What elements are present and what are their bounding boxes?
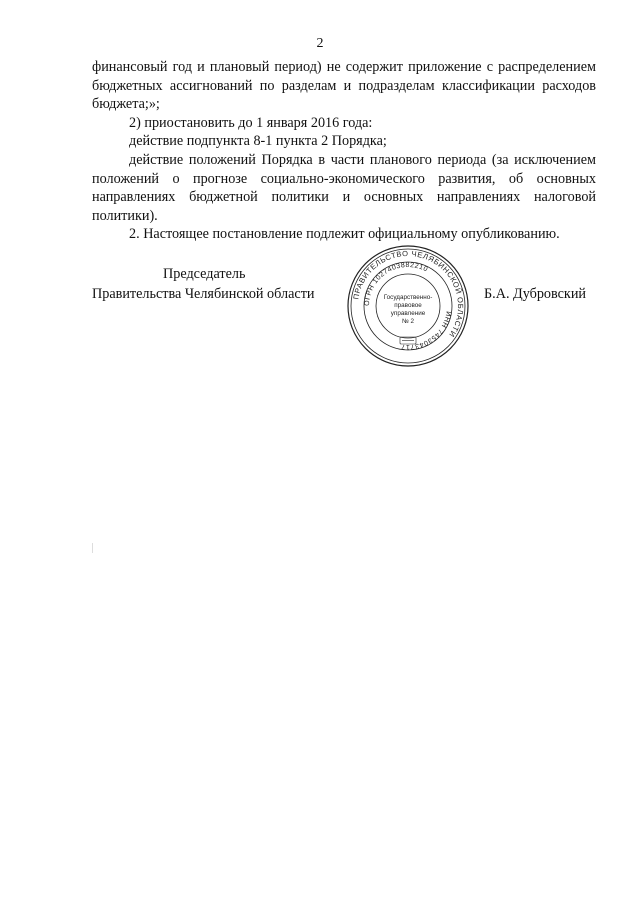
signatory-position-line2: Правительства Челябинской области <box>92 286 315 302</box>
seal-center-line3: управление <box>390 310 426 317</box>
seal-center-line1: Государственно- <box>383 294 433 301</box>
paragraph-publication: 2. Настоящее постановление подлежит официальному опубликованию. <box>129 226 560 243</box>
seal-ogrn: ОГРН 1027403882210 <box>363 261 429 307</box>
signatory-position-line1: Председатель <box>163 266 246 282</box>
paragraph-continuation: финансовый год и плановый период) не содержит приложение с распределением бюджетных ассигнований по разделам и подразделам классификации расходов бюджета;»; <box>92 59 596 113</box>
official-seal-stamp <box>345 244 471 368</box>
paragraph-subitem-1: действие подпункта 8-1 пункта 2 Порядка; <box>129 133 387 150</box>
seal-center-line2: правовое <box>394 302 422 309</box>
paragraph-item-2: 2) приостановить до 1 января 2016 года: <box>129 114 373 131</box>
document-body <box>92 58 596 244</box>
signatory-name: Б.А. Дубровский <box>484 286 587 302</box>
paragraph-subitem-2: действие положений Порядка в части планового периода (за исключением положений о прогнозе социально-экономического развития, об основных направлениях бюджетной политики и основных направлениях налоговой политики). <box>92 151 596 224</box>
scan-artifact <box>92 543 93 553</box>
page-number: 2 <box>316 36 324 51</box>
seal-outer-text: ПРАВИТЕЛЬСТВО ЧЕЛЯБИНСКОЙ ОБЛАСТИ <box>351 248 466 340</box>
seal-center-line4: № 2 <box>401 318 415 325</box>
seal-inn: ИНН 7453043717 <box>400 310 452 351</box>
